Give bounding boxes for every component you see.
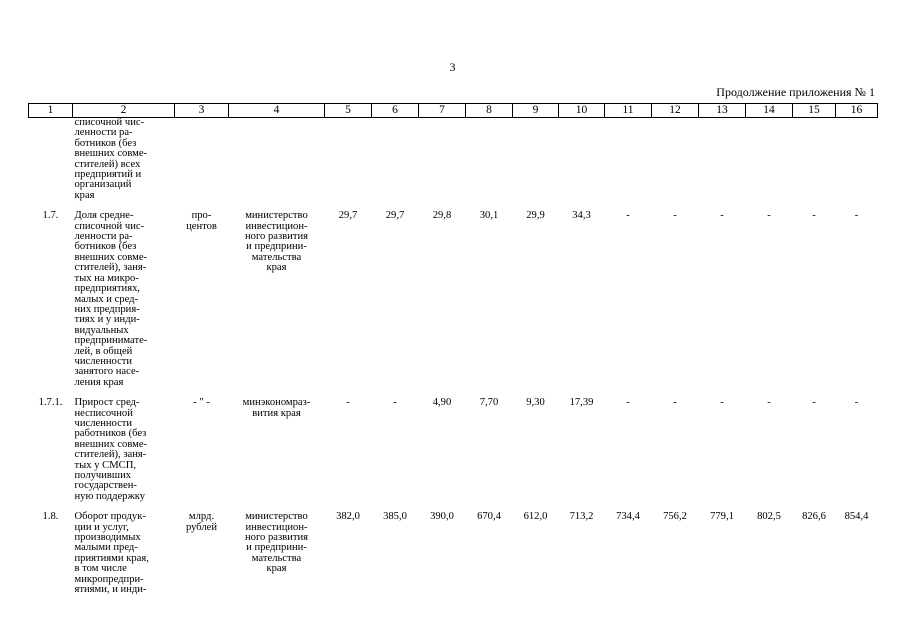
value-cell: [466, 118, 513, 205]
value-cell: [419, 118, 466, 205]
value-cell: 385,0: [383, 511, 407, 523]
column-header: 13: [699, 104, 746, 118]
value-cell: 854,4: [844, 511, 869, 523]
unit-of-measure: млрд. рублей: [185, 511, 218, 533]
value-cell: 390,0: [430, 511, 454, 523]
value-cell: 670,4: [477, 511, 501, 523]
value-cell: 382,0: [336, 511, 360, 523]
column-number-row: [29, 104, 878, 118]
responsible-agency: [229, 118, 325, 205]
row-number: 1.8.: [42, 511, 59, 523]
value-cell: 756,2: [663, 511, 687, 523]
value-cell: [793, 118, 836, 205]
value-cell: -: [393, 397, 397, 409]
value-cell: 612,0: [523, 511, 548, 523]
column-header: 8: [466, 104, 513, 118]
column-header: 15: [793, 104, 836, 118]
value-cell: 7,70: [479, 397, 499, 409]
value-cell: -: [812, 397, 816, 409]
value-cell: 713,2: [569, 511, 594, 523]
page-number: 3: [449, 60, 456, 74]
responsible-agency: министерство инвестицион- ного развития и предприни- мательства края: [244, 511, 309, 575]
value-cell: -: [626, 210, 630, 222]
unit-of-measure: - " -: [193, 397, 210, 409]
value-cell: 9,30: [526, 397, 545, 409]
row-number: 1.7.: [42, 210, 59, 222]
value-cell: 826,6: [802, 511, 826, 523]
indicator-name: Оборот продук- ции и услуг, производимых малыми пред- приятиями края, в том числе микропредпри- ятиями, и инди-: [74, 511, 149, 596]
column-header: 10: [559, 104, 605, 118]
indicator-name: Прирост сред- несписочной численности работников (без внешних совме- стителей), заня- тых у СМСП, получивших государствен- ную поддержку: [74, 397, 148, 502]
value-cell: [746, 118, 793, 205]
value-cell: -: [854, 397, 859, 409]
table-row: [29, 391, 878, 505]
column-header: 16: [836, 104, 878, 118]
table-row: [29, 204, 878, 391]
value-cell: 29,9: [526, 210, 545, 222]
indicator-name: Доля средне- списочной чис- ленности ра- ботников (без внешних совме- стителей), заня- тых на микро- предприятиях, малых и сред- них предприя- тиях и у инди- видуальных предпринимате- лей, в общей численности занятого насе- ления края: [74, 210, 148, 388]
value-cell: -: [626, 397, 630, 409]
value-cell: [559, 118, 605, 205]
value-cell: -: [767, 397, 771, 409]
value-cell: [699, 118, 746, 205]
column-header: 2: [73, 104, 175, 118]
column-header: 3: [175, 104, 229, 118]
responsible-agency: минэкономраз- вития края: [242, 397, 311, 419]
value-cell: -: [673, 397, 677, 409]
column-header: 4: [229, 104, 325, 118]
value-cell: [605, 118, 652, 205]
value-cell: [372, 118, 419, 205]
column-header: 1: [29, 104, 73, 118]
column-header: 14: [746, 104, 793, 118]
value-cell: -: [346, 397, 350, 409]
value-cell: [836, 118, 878, 205]
row-number: 1.7.1.: [38, 397, 63, 409]
value-cell: 734,4: [616, 511, 640, 523]
value-cell: 4,90: [432, 397, 452, 409]
value-cell: 30,1: [479, 210, 499, 222]
table-row: [29, 118, 878, 205]
value-cell: 34,3: [572, 210, 591, 222]
value-cell: 29,7: [385, 210, 405, 222]
value-cell: 17,39: [569, 397, 594, 409]
value-cell: 802,5: [757, 511, 781, 523]
column-header: 9: [513, 104, 559, 118]
value-cell: -: [767, 210, 771, 222]
table-row: [29, 505, 878, 598]
continuation-label: Продолжение приложения № 1: [716, 85, 875, 99]
value-cell: 779,1: [710, 511, 734, 523]
value-cell: -: [854, 210, 859, 222]
value-cell: [325, 118, 372, 205]
value-cell: [513, 118, 559, 205]
value-cell: -: [720, 397, 724, 409]
value-cell: 29,8: [432, 210, 452, 222]
indicator-name: списочной чис- ленности ра- ботников (без внешних совме- стителей) всех предприятий и организаций края: [74, 117, 148, 201]
value-cell: -: [673, 210, 677, 222]
row-number: [29, 118, 73, 205]
column-header: 12: [652, 104, 699, 118]
value-cell: -: [720, 210, 724, 222]
column-header: 5: [325, 104, 372, 118]
column-header: 7: [419, 104, 466, 118]
indicators-table: [28, 103, 878, 598]
column-header: 11: [605, 104, 652, 118]
unit-of-measure: про- центов: [186, 210, 217, 232]
value-cell: -: [812, 210, 816, 222]
value-cell: [652, 118, 699, 205]
value-cell: 29,7: [338, 210, 358, 222]
responsible-agency: министерство инвестицион- ного развития и предприни- мательства края: [244, 210, 309, 274]
column-header: 6: [372, 104, 419, 118]
unit-of-measure: [175, 118, 229, 205]
